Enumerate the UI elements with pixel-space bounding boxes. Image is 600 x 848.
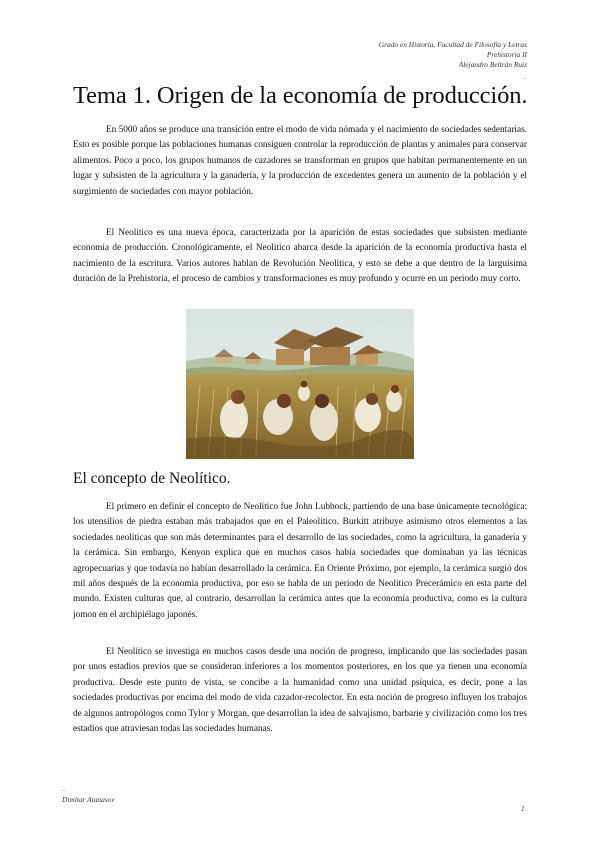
page-title: Tema 1. Origen de la economía de producción.: [73, 82, 528, 109]
section-paragraph-1: El primero en definir el concepto de Neolítico fue John Lubbock, partiendo de una base únicamente tecnológica: los utensilios de piedra estaban más trabajados que en el Paleolítico. Burkitt atribuye asimismo otros elementos a las sociedades neolíticas que son más determinantes para el desarrollo de las sociedades, como la agricultura, la ganadería y la cerámica. Sin embargo, Kenyon explica que en muchos casos había sociedades que dominaban ya las técnicas agropecuarias y que todavía no habían desarrollado la cerámica. En Oriente Próximo, por ejemplo, la cerámica surgió dos mil años después de la economía productiva, por eso se habla de un periodo de Neolítico Precerámico en esta parte del mundo. Existen culturas que, al contrario, desarrollan la cerámica antes que la economía productiva, como es la cultura jomon en el archipiélago japonés.: [73, 502, 527, 620]
header-subject: Prehistoria II: [486, 50, 527, 59]
page-number: 1: [521, 804, 525, 813]
header-mark: _: [523, 72, 527, 80]
neolithic-farming-illustration: [186, 309, 414, 459]
section-paragraph-2: El Neolítico se investiga en muchos casos desde una noción de progreso, implicando que las sociedades pasan por unos estadios previos que se consideran inferiores a los momentos posteriores, en los que ya tienen una economía productiva. Desde este punto de vista, se concibe a la humanidad como una unidad psíquica, es decir, pone a las sociedades productivas por encima del modo de vida cazador-recolector. En esta noción de progreso influyen los trabajos de algunos antropólogos como Tylor y Morgan, que desarrollan la idea de salvajismo, barbarie y civilización como los tres estadios que atraviesan todas las sociedades humanas.: [73, 647, 527, 735]
running-header: [379, 40, 527, 81]
header-course: Grado en Historia, Facultad de Filosofía y Letras: [378, 40, 527, 49]
header-author: Alejandro Beltrán Ruiz: [458, 60, 527, 69]
intro-paragraph-1: En 5000 años se produce una transición entre el modo de vida nómada y el nacimiento de sociedades sedentarias. Esto es posible porque las poblaciones humanas consiguen controlar la reproducción de plantas y animales para conservar alimentos. Poco a poco, los grupos humanos de cazadores se transforman en grupos que habitan permanentemente en un lugar y subsisten de la agricultura y la ganadería, y la producción de excedentes genera un aumento de la población y el surgimiento de sociedades con mayor población.: [73, 125, 527, 197]
section-heading: El concepto de Neolítico.: [73, 470, 231, 487]
footer-author: Dimitar Atanasov: [62, 795, 115, 804]
footer-mark: _: [62, 786, 65, 792]
intro-paragraph-2: El Neolítico es una nueva época, caracterizada por la aparición de estas sociedades que subsisten mediante economía de producción. Cronológicamente, el Neolítico abarca desde la aparición de la economía productiva hasta el nacimiento de la escritura. Varios autores hablan de Revolución Neolítica, y esto se debe a que dentro de la larguísima duración de la Prehistoria, el proceso de cambios y transformaciones es muy profundo y ocurre en un periodo muy corto.: [73, 228, 527, 285]
